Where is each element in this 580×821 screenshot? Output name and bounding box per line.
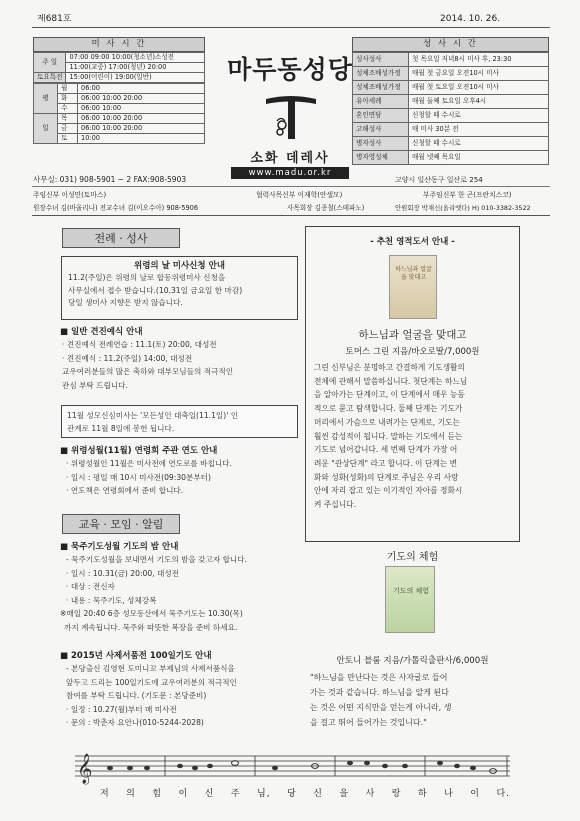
book1-desc-line: 켜 주십니다. bbox=[314, 500, 357, 510]
sacrament-schedule-title: 성 사 시 간 bbox=[352, 37, 549, 52]
education-section-title: 교육 · 모임 · 알림 bbox=[62, 514, 180, 534]
weekday-fri-times: 06:00 10:00 20:00 bbox=[78, 124, 205, 134]
sacrament-value: 매 미사 30분 전 bbox=[409, 123, 549, 137]
book2-quote bbox=[310, 670, 520, 730]
cross-logo-icon bbox=[262, 85, 320, 143]
sacrament-value: 매월 첫 금요일 오전10시 미사 bbox=[409, 67, 549, 81]
liturgy-section-title: 전례 · 성사 bbox=[62, 228, 180, 248]
issue-number: 제681호 bbox=[37, 14, 72, 24]
ordination-title: ■ 2015년 사제서품전 100일기도 안내 bbox=[60, 651, 212, 661]
sacrament-label: 병자성사 bbox=[353, 137, 409, 151]
weekday-sat-times: 10:00 bbox=[78, 134, 205, 144]
ordination-line: · 문의 : 박춘자 요안나(010-5244-2028) bbox=[66, 718, 204, 727]
book2-quote-line: 가는 것과 같습니다. 하느님을 알게 된다 bbox=[310, 688, 449, 697]
sacrament-value: 매월 첫 토요일 오전10시 미사 bbox=[409, 81, 549, 95]
rosary-line: · 대상 : 전신자 bbox=[66, 582, 115, 591]
rosary-line: · 일시 : 10.31(금) 20:00, 대성전 bbox=[66, 568, 180, 578]
sacrament-label: 성체조배성가정 bbox=[353, 67, 409, 81]
patron-name: 소화 데레사 bbox=[250, 151, 330, 166]
book1-cover-image bbox=[389, 255, 437, 319]
sacrament-value: 매월 넷째 목요일 bbox=[409, 151, 549, 165]
book2-quote-line: "하느님을 만난다는 것은 사자굴로 들어 bbox=[310, 673, 448, 682]
requiem-notice-title: 위령의 날 미사신청 안내 bbox=[134, 261, 225, 271]
requiem-prayer-line: · 일시 : 평일 매 10시 미사전(09:30분부터) bbox=[66, 472, 211, 482]
mass-schedule-title: 미 사 시 간 bbox=[33, 37, 205, 52]
parish-name: 마두동성당 bbox=[227, 55, 353, 84]
book-box-1 bbox=[305, 226, 520, 542]
book1-title: 하느님과 얼굴을 맞대고 bbox=[358, 329, 467, 341]
book1-desc-line: 적으로 묻고 탐색합니다. 둘째 단계는 기도가 bbox=[314, 404, 463, 414]
lyric-syllable: 당 bbox=[287, 789, 297, 799]
lyric-syllable: 신 bbox=[204, 789, 215, 799]
confirmation-line: 관심 부탁 드립니다. bbox=[62, 380, 128, 390]
sacrament-label: 고해성사 bbox=[353, 123, 409, 137]
confirmation-line: 교우여러분들의 많은 축하와 대부모님들의 적극적인 bbox=[62, 367, 234, 376]
associate-priest: 협력사목신부 이재학(안셀모) bbox=[256, 191, 343, 199]
confirmation-title: ■ 일반 견진예식 안내 bbox=[60, 327, 143, 337]
weekday-label-2: 일 bbox=[34, 114, 58, 144]
lyric-syllable: 힘 bbox=[152, 789, 163, 799]
book1-author: 토머스 그린 지음/바오로딸/7,000원 bbox=[345, 347, 480, 357]
lyric-syllable: 랑 bbox=[391, 789, 402, 799]
marian-line: 11월 성모신심미사는 '모든성인 대축일(11.1일)' 인 bbox=[67, 411, 239, 420]
ordination-line: 참여를 부탁 드립니다. (기도문 : 본당준비) bbox=[66, 691, 207, 700]
weekday-mon-times: 06:00 bbox=[78, 84, 205, 94]
marian-mass-box bbox=[61, 405, 298, 438]
sacrament-label: 유아세례 bbox=[353, 95, 409, 109]
book1-desc-line: 훨씬 감성적이 됩니다. 말하는 기도에서 듣는 bbox=[314, 431, 463, 441]
weekday-fri: 금 bbox=[58, 124, 78, 134]
sacrament-label: 성사성사 bbox=[353, 53, 409, 67]
ordination-prayer-item bbox=[60, 650, 300, 730]
notice-line: 11.2(주일)은 위령의 날로 합동위령미사 신청을 bbox=[68, 273, 226, 282]
rosary-line: · 내용 : 묵주기도, 성체강복 bbox=[66, 595, 157, 605]
contact-rule bbox=[32, 186, 550, 187]
book1-desc-line: 안에 자리 잡고 있는 이기적인 자아를 정화시 bbox=[314, 486, 463, 496]
lyric-syllable: 을 bbox=[339, 789, 350, 799]
lyric-syllable: 의 bbox=[126, 789, 136, 799]
weekday-wed: 수 bbox=[58, 104, 78, 114]
lyric-syllable: 님, bbox=[257, 789, 271, 799]
sacrament-label: 혼인면담 bbox=[353, 109, 409, 123]
book1-desc-line: 려운 "관상단계" 라고 합니다. 이 단계는 변 bbox=[314, 458, 457, 468]
book1-desc-line: 화와 성화(성화)의 단계로 주님은 우리 사랑 bbox=[314, 472, 459, 482]
sunday-times-1: 07:00 09:00 10:00(청소년)소성전 bbox=[66, 53, 205, 63]
weekday-mon: 월 bbox=[58, 84, 78, 94]
confirmation-line: · 견진예식 : 11.2(주일) 14:00, 대성전 bbox=[62, 353, 193, 363]
lyric-syllable: 이 bbox=[470, 789, 480, 799]
sacrament-value: 신청할 때 수시로 bbox=[409, 109, 549, 123]
weekday-wed-times: 06:00 10:00 bbox=[78, 104, 205, 114]
hymn-lyrics bbox=[100, 786, 510, 799]
book1-desc-line: 을 알아가는 단계이고, 이 단계에서 매우 능동 bbox=[314, 390, 465, 400]
notice-line: 사무실에서 접수 받습니다.(10.31일 금요일 한 마감) bbox=[68, 285, 243, 295]
weekday-thu-times: 06:00 10:00 20:00 bbox=[78, 114, 205, 124]
requiem-prayer-title: ■ 위령성월(11월) 연령회 주관 연도 안내 bbox=[60, 446, 218, 456]
weekday-thu: 목 bbox=[58, 114, 78, 124]
office-contact: 사무실: 031) 908-5901 ~ 2 FAX:908-5903 bbox=[33, 175, 187, 184]
book2-quote-line: 는 것은 어떤 지식만을 얻는게 아니라, 생 bbox=[310, 703, 452, 712]
sunday-label: 주 일 bbox=[34, 53, 66, 73]
parish-address: 고양시 일산동구 일산로 254 bbox=[395, 176, 483, 184]
svg-text:𝄞: 𝄞 bbox=[77, 754, 93, 784]
sacrament-value: 첫 목요일 저녁8시 미사 후, 23:30 bbox=[409, 53, 549, 67]
lyric-syllable: 주 bbox=[230, 789, 241, 799]
rosary-item bbox=[60, 541, 300, 634]
requiem-notice-box bbox=[61, 256, 298, 320]
book2-quote-line: 을 걸고 뛰어 들어가는 것입니다." bbox=[310, 718, 427, 727]
sisters-contact: 원장수녀 김(바울리나) 전교수녀 김(이오수아) 908-5906 bbox=[33, 204, 199, 212]
music-staff-icon bbox=[75, 750, 510, 786]
sacrament-label: 병자영성체 bbox=[353, 151, 409, 165]
website-link[interactable]: www.madu.or.kr bbox=[231, 167, 349, 179]
lyric-syllable: 하 bbox=[417, 789, 428, 799]
header-rule bbox=[32, 27, 550, 28]
lyric-syllable: 저 bbox=[100, 789, 110, 799]
book2-cover-image bbox=[385, 566, 435, 633]
book1-desc-line: 기도로 넘어갑니다. 세 번째 단계가 가장 어 bbox=[314, 445, 458, 455]
confirmation-item bbox=[60, 326, 300, 392]
mass-schedule bbox=[33, 37, 205, 144]
sacrament-value: 매월 둘째 토요일 오후4시 bbox=[409, 95, 549, 109]
pastor: 주임신부 이성민(토마스) bbox=[33, 191, 107, 199]
notice-line: 당일 생미사 지향은 받지 않습니다. bbox=[68, 298, 183, 307]
sacrament-label: 성체조배성가정 bbox=[353, 81, 409, 95]
rosary-title: ■ 묵주기도성월 기도의 밤 안내 bbox=[60, 542, 179, 552]
rosary-line: ※매일 20:40 6층 성모동산에서 묵주기도는 10.30(목) bbox=[60, 609, 243, 618]
book1-desc-line: 전체에 관해서 말씀하십니다. 첫단계는 하느님 bbox=[314, 376, 468, 386]
ordination-line: 앞두고 드리는 100일기도에 교우여러분의 적극적인 bbox=[66, 677, 237, 687]
book-section-header: - 추천 영적도서 안내 - bbox=[370, 237, 455, 247]
assistant-pastor: 부주임신부 한 곤(프란치스코) bbox=[423, 191, 512, 199]
contact-rule-bottom bbox=[32, 215, 550, 216]
requiem-prayer-item bbox=[60, 445, 300, 498]
weekday-tue-times: 06:00 10:00 20:00 bbox=[78, 94, 205, 104]
requiem-prayer-line: · 연도책은 연령회에서 준비 합니다. bbox=[66, 486, 184, 495]
lyric-syllable: 이 bbox=[178, 789, 189, 799]
rosary-line: 까지 계속됩니다. 묵주와 따뜻한 복장을 준비 하세요. bbox=[64, 622, 238, 632]
lyric-syllable: 다. bbox=[496, 789, 510, 799]
lyric-syllable: 신 bbox=[313, 789, 323, 799]
sunday-times-2: 11:00(교중) 17:00(청년) 20:00 bbox=[66, 63, 205, 73]
book2-author: 안토니 블룸 지음/가톨릭출판사/6,000원 bbox=[336, 656, 489, 666]
sacrament-schedule bbox=[352, 37, 549, 165]
ordination-line: · 일정 : 10.27(월)부터 매 미사전 bbox=[66, 704, 177, 714]
book1-desc-line: 그린 신부님은 분명하고 간결하게 기도생활의 bbox=[314, 363, 465, 372]
book1-desc-line: 머리에서 가슴으로 내려가는 단계로, 기도는 bbox=[314, 417, 460, 427]
saturday-times: 15:00(어린이) 19:00(일반) bbox=[66, 73, 205, 83]
lyric-syllable: 사 bbox=[365, 789, 376, 799]
saturday-label: 토요특전 bbox=[34, 73, 66, 83]
lyric-syllable: 나 bbox=[444, 789, 454, 799]
vice-president: 안원회장 박재신(올리엣다) H) 010-3382-3522 bbox=[395, 204, 531, 212]
weekday-label-1: 평 bbox=[34, 84, 58, 114]
book2-cover-title: 기도의 체험 bbox=[392, 587, 430, 595]
book2-header: 기도의 체험 bbox=[386, 552, 439, 563]
marian-line: 관계로 11월 8일에 봉헌 됩니다. bbox=[67, 424, 175, 433]
weekday-tue: 화 bbox=[58, 94, 78, 104]
weekday-sat: 토 bbox=[58, 134, 78, 144]
issue-date: 2014. 10. 26. bbox=[440, 14, 501, 24]
requiem-prayer-line: · 위령성월인 11월은 미사전에 연도로를 바칩니다. bbox=[66, 459, 232, 468]
council-president: 사목회장 김종철(스테파노) bbox=[287, 204, 365, 212]
sacrament-value: 신청할 때 수시로 bbox=[409, 137, 549, 151]
confirmation-line: · 견진예식 전례연습 : 11.1(토) 20:00, 대성전 bbox=[62, 340, 217, 349]
ordination-line: - 본당출신 김영현 도미니꼬 부제님의 사제서품식을 bbox=[66, 664, 235, 673]
book1-cover-title: 하느님과 얼굴을 맞대고 bbox=[395, 266, 432, 281]
rosary-line: - 묵주기도성월을 보내면서 기도의 밤을 갖고자 합니다. bbox=[66, 555, 248, 564]
